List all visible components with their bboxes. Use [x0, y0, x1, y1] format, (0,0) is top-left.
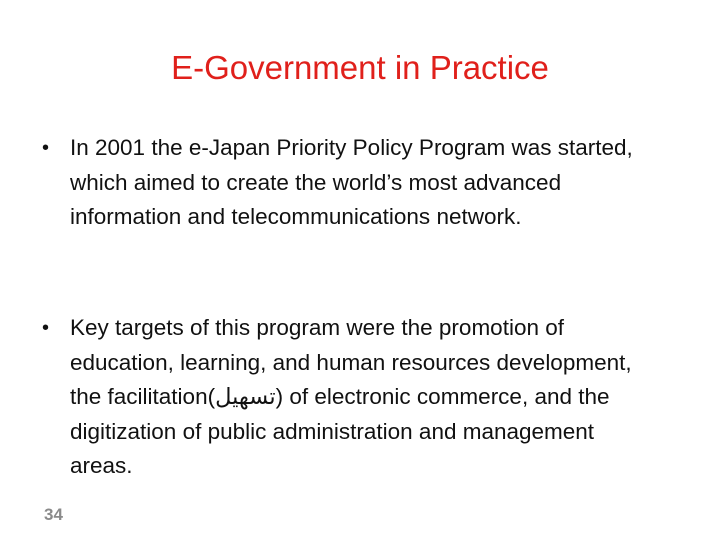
- slide-title: E-Government in Practice: [171, 49, 549, 86]
- bullet-text: Key targets of this program were the promotion of education, learning, and human resources development, the facilitation(تسهيل) of electronic commerce, and the digitization of public administration and management areas.: [70, 315, 632, 478]
- bullet-item: [42, 131, 652, 235]
- bullet-marker: •: [42, 317, 50, 339]
- page-number: 34: [44, 505, 63, 524]
- bullet-item: [42, 311, 652, 484]
- bullet-text: In 2001 the e-Japan Priority Policy Program was started, which aimed to create the world’s most advanced information and telecommunications network.: [70, 135, 633, 229]
- bullet-marker: •: [42, 137, 50, 159]
